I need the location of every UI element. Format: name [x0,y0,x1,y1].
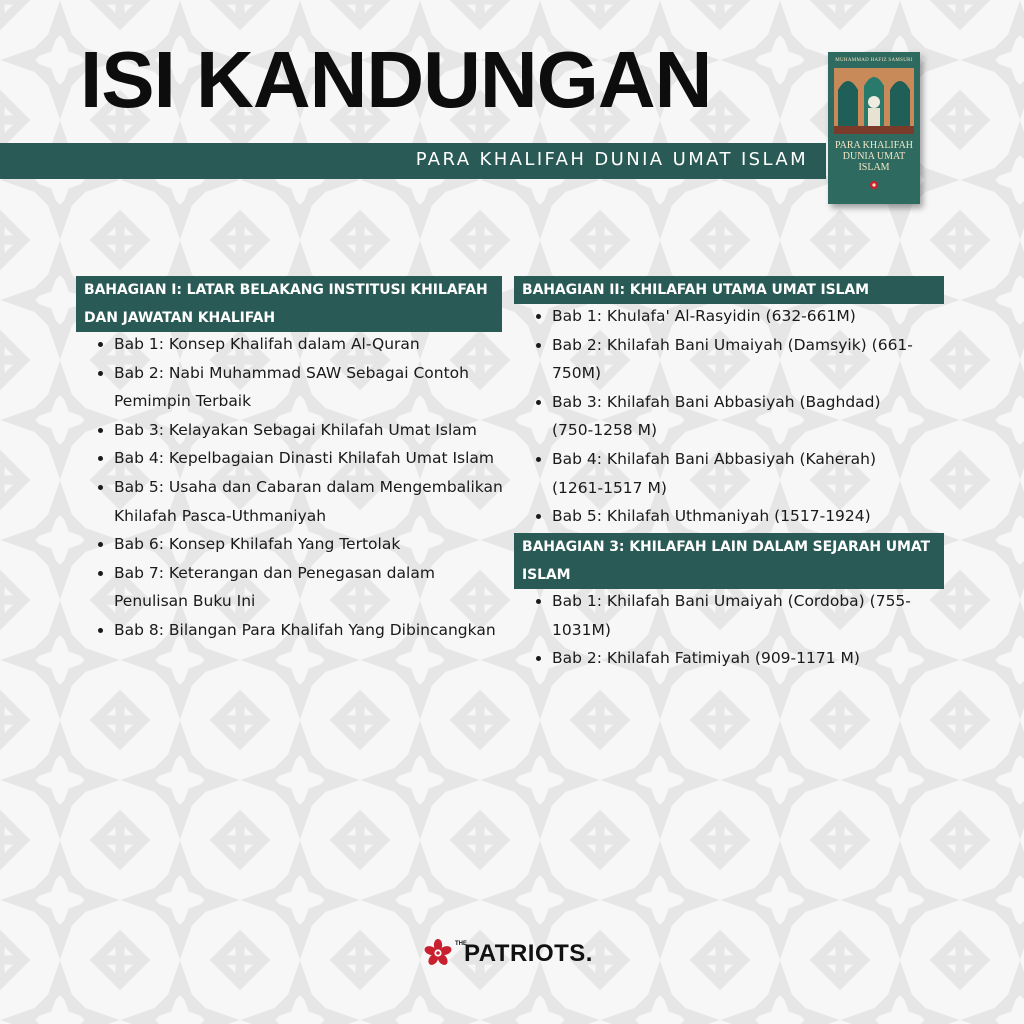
chapter-list-bahagian-2 [534,302,924,531]
bullet-icon [536,400,541,405]
chapter-label: Bab 5: Usaha dan Cabaran dalam Mengembalikan Khilafah Pasca-Uthmaniyah [114,477,503,525]
list-item [534,445,924,502]
bullet-icon [536,314,541,319]
chapter-label: Bab 4: Khilafah Bani Abbasiyah (Kaherah) (1261-1517 M) [552,449,877,497]
list-item [96,473,506,530]
list-item [96,559,506,616]
chapter-label: Bab 2: Khilafah Bani Umaiyah (Damsyik) (661-750M) [552,335,913,383]
book-title: PARA KHALIFAH DUNIA UMAT ISLAM [834,140,914,173]
brand-prefix: THE [455,941,467,947]
section-heading-bahagian-1: BAHAGIAN I: LATAR BELAKANG INSTITUSI KHILAFAH DAN JAWATAN KHALIFAH [76,276,502,332]
chapter-label: Bab 3: Kelayakan Sebagai Khilafah Umat Islam [114,420,477,439]
chapter-label: Bab 2: Khilafah Fatimiyah (909-1171 M) [552,649,860,668]
bullet-icon [98,428,103,433]
chapter-label: Bab 8: Bilangan Para Khalifah Yang Dibincangkan [114,620,496,639]
list-item [534,644,924,673]
list-item [96,416,506,445]
list-item [534,302,924,331]
chapter-label: Bab 1: Khulafa' Al-Rasyidin (632-661M) [552,307,856,325]
emblem-icon [869,180,879,190]
subtitle-banner [0,143,826,179]
list-item [534,587,924,644]
bullet-icon [536,656,541,661]
chapter-list-bahagian-3 [534,587,924,673]
bullet-icon [98,371,103,376]
list-item [96,530,506,559]
bullet-icon [536,514,541,519]
list-item [96,359,506,416]
brand-name: PATRIOTS. [464,940,593,967]
flower-logo-icon [423,938,453,968]
bullet-icon [98,485,103,490]
bullet-icon [98,542,103,547]
list-item [96,444,506,473]
subtitle: PARA KHALIFAH DUNIA UMAT ISLAM [415,149,808,170]
list-item [96,330,506,359]
bullet-icon [536,457,541,462]
chapter-label: Bab 6: Konsep Khilafah Yang Tertolak [114,535,401,554]
book-author: MUHAMMAD HAFIZ SAMSURI [835,58,913,63]
page-title: ISI KANDUNGAN [80,35,712,124]
chapter-label: Bab 1: Khilafah Bani Umaiyah (Cordoba) (755-1031M) [552,592,911,639]
list-item [96,616,506,645]
chapter-label: Bab 2: Nabi Muhammad SAW Sebagai Contoh Pemimpin Terbaik [114,363,469,411]
list-item [534,502,924,531]
bullet-icon [98,628,103,633]
chapter-label: Bab 5: Khilafah Uthmaniyah (1517-1924) [552,507,871,526]
book-cover [828,52,920,204]
bullet-icon [98,456,103,461]
bullet-icon [98,342,103,347]
chapter-list-bahagian-1 [96,330,506,645]
section-heading-bahagian-2: BAHAGIAN II: KHILAFAH UTAMA UMAT ISLAM [514,276,944,304]
bullet-icon [98,571,103,576]
chapter-label: Bab 7: Keterangan dan Penegasan dalam Penulisan Buku Ini [114,563,435,611]
book-cover-illustration [834,68,914,134]
list-item [534,388,924,445]
chapter-label: Bab 3: Khilafah Bani Abbasiyah (Baghdad) (750-1258 M) [552,392,881,440]
bullet-icon [536,343,541,348]
chapter-label: Bab 4: Kepelbagaian Dinasti Khilafah Umat Islam [114,449,494,468]
chapter-label: Bab 1: Konsep Khalifah dalam Al-Quran [114,335,420,353]
section-heading-bahagian-3: BAHAGIAN 3: KHILAFAH LAIN DALAM SEJARAH UMAT ISLAM [514,533,944,589]
list-item [534,331,924,388]
bullet-icon [536,599,541,604]
